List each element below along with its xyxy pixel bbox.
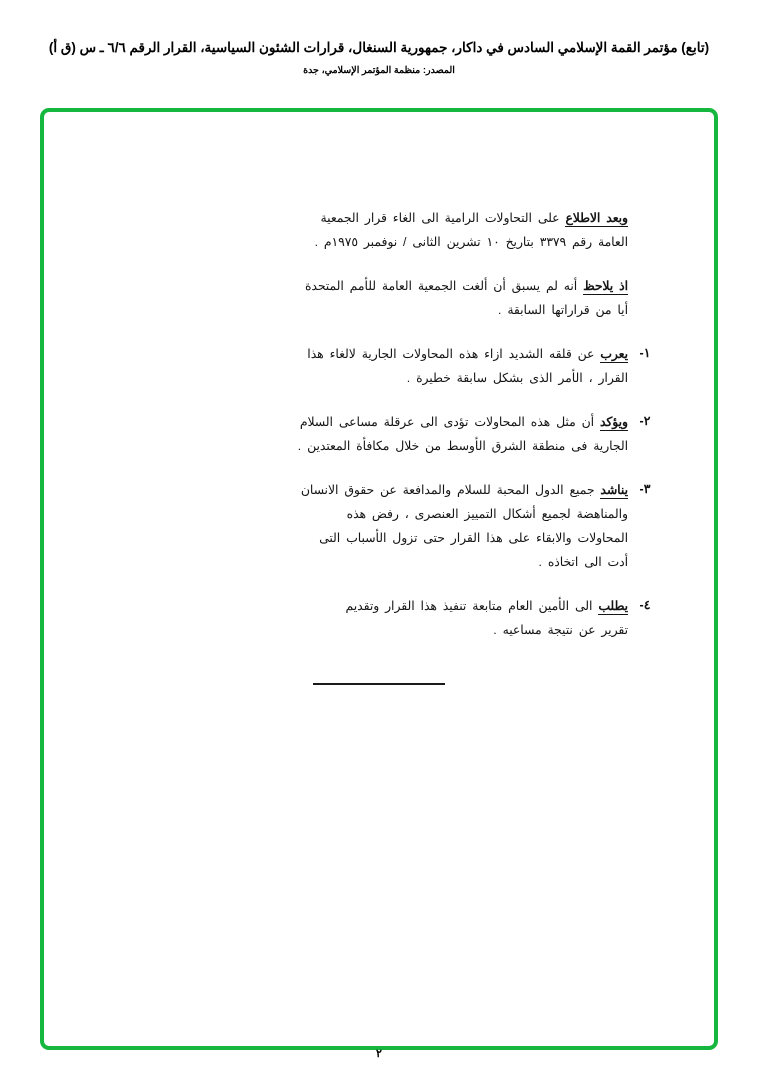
paragraph-lead: اذ يلاحظ: [583, 278, 628, 293]
paragraph-marker: ٣-: [639, 481, 651, 496]
header-source: المصدر: منظمة المؤتمر الإسلامي، جدة: [303, 65, 455, 77]
paragraph-lead: ويؤكد: [599, 414, 628, 429]
page-number: ٢: [376, 1048, 382, 1060]
paragraph-lead: يعرب: [600, 346, 628, 361]
paragraph-line: جميع الدول المحبة للسلام والمدافعة عن حقوق الانسان: [300, 482, 595, 497]
section-divider: [96, 683, 662, 685]
paragraph-line: على التحاولات الرامية الى الغاء قرار الجمعية: [320, 211, 560, 225]
document-frame: [40, 108, 718, 1050]
paragraph-marker: ١-: [639, 345, 651, 360]
paragraph-line: عن قلقه الشديد ازاء هذه المحاولات الجارية لالغاء هذا: [307, 346, 595, 361]
paragraph-marker: ٢-: [639, 413, 651, 428]
paragraph: [96, 479, 662, 575]
paragraph: [96, 411, 662, 459]
paragraph-line: الى الأمين العام متابعة تنفيذ هذا القرار وتقديم: [345, 598, 593, 613]
paragraph-text: [96, 479, 628, 575]
paragraph-line: القرار ، الأمر الذى بشكل سابقة خطيرة .: [406, 370, 628, 385]
paragraph-text: [96, 411, 628, 459]
paragraph: [96, 275, 662, 323]
paragraph-marker: ٤-: [639, 597, 651, 612]
paragraph-line: تقرير عن نتيجة مساعيه .: [493, 622, 628, 637]
paragraph-text: [96, 275, 628, 323]
paragraph-line: والمناهضة لجميع أشكال التمييز العنصرى ، رفض هذه: [346, 506, 628, 521]
paragraph-line: أنه لم يسبق أن ألغت الجمعية العامة للأمم المتحدة: [304, 278, 578, 293]
paragraph-line: أن مثل هذه المحاولات تؤدى الى عرقلة مساعى السلام: [299, 414, 595, 429]
document-header: [0, 38, 758, 76]
paragraph-line: الجارية فى منطقة الشرق الأوسط من خلال مكافأة المعتدين .: [297, 438, 628, 453]
paragraph-lead: يناشد: [600, 482, 628, 497]
paragraph: [96, 207, 662, 255]
paragraph-line: العامة رقم ٣٣٧٩ بتاريخ ١٠ تشرين الثانى / نوفمبر ١٩٧٥م .: [314, 234, 628, 249]
paragraph-text: [96, 595, 628, 643]
paragraph-lead: وبعد الاطلاع: [565, 211, 628, 225]
document-body: [44, 207, 714, 685]
paragraph-line: أيا من قراراتها السابقة .: [497, 302, 628, 317]
paragraph-lead: يطلب: [598, 598, 628, 613]
paragraph: [96, 595, 662, 643]
paragraph-line: أدت الى اتخاذه .: [538, 554, 628, 569]
paragraph-text: [96, 343, 628, 391]
paragraph-line: المحاولات والابقاء على هذا القرار حتى تزول الأسباب التى: [319, 530, 628, 545]
divider-rule: [313, 683, 445, 685]
paragraph-text: [96, 207, 628, 255]
paragraph: [96, 343, 662, 391]
header-title: (تابع) مؤتمر القمة الإسلامي السادس في داكار، جمهورية السنغال، قرارات الشئون السياسية، القرار الرقم ٦/٦ ـ س (ق أ): [48, 40, 710, 55]
